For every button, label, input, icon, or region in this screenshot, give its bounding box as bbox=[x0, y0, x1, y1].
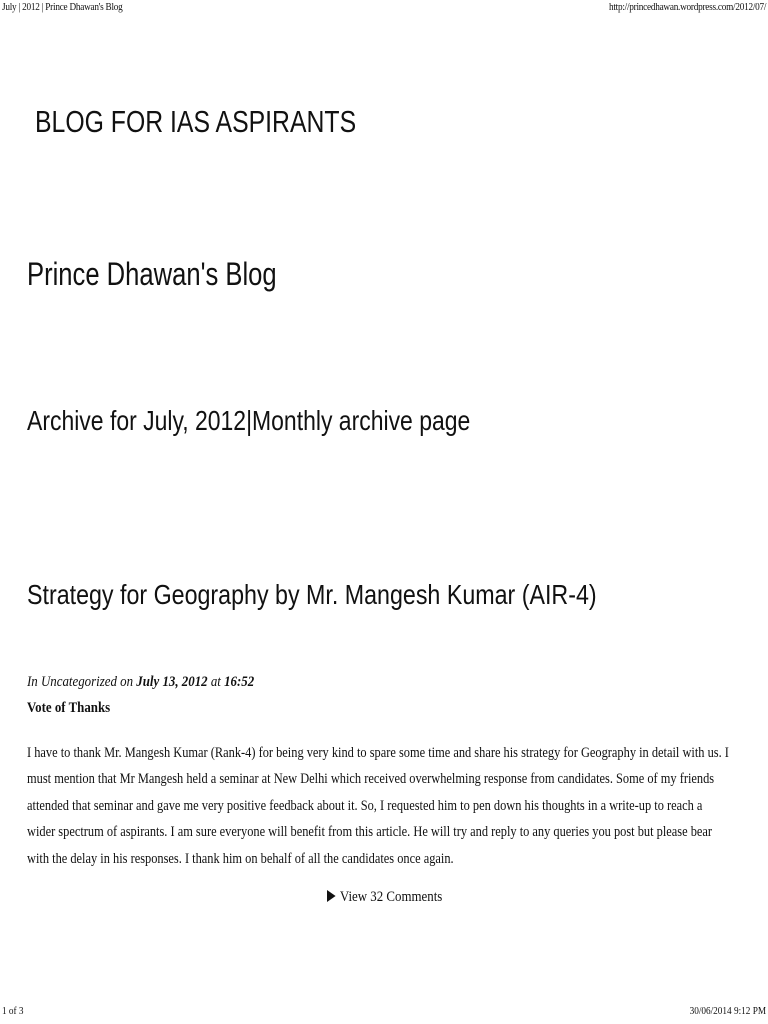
print-header-url: http://princedhawan.wordpress.com/2012/07/ bbox=[608, 1, 766, 13]
print-footer-page-count: 1 of 3 bbox=[2, 1005, 24, 1017]
post-body-line: wider spectrum of aspirants. I am sure everyone will benefit from this article. He will try and reply to any queries you post but please bear bbox=[27, 824, 713, 841]
post-meta bbox=[27, 674, 254, 691]
post-body-line: must mention that Mr Mangesh held a seminar at New Delhi which received overwhelming response from candidates. Some of my friends bbox=[27, 771, 715, 788]
view-comments-label: View 32 Comments bbox=[339, 889, 443, 905]
post-category-link[interactable]: Uncategorized bbox=[40, 674, 117, 690]
archive-title: Archive for July, 2012|Monthly archive page bbox=[27, 405, 471, 436]
post-body-line: with the delay in his responses. I thank him on behalf of all the candidates once again. bbox=[27, 850, 454, 867]
view-comments-toggle[interactable] bbox=[327, 889, 442, 906]
blog-tagline[interactable]: BLOG FOR IAS ASPIRANTS bbox=[35, 104, 357, 139]
meta-prefix: In bbox=[27, 674, 38, 690]
print-footer-timestamp: 30/06/2014 9:12 PM bbox=[689, 1005, 766, 1017]
post-title[interactable]: Strategy for Geography by Mr. Mangesh Kumar (AIR-4) bbox=[27, 579, 597, 610]
post-section-heading: Vote of Thanks bbox=[27, 700, 111, 716]
triangle-right-icon bbox=[327, 890, 336, 902]
post-date: July 13, 2012 bbox=[136, 674, 208, 690]
print-header-title: July | 2012 | Prince Dhawan's Blog bbox=[2, 1, 123, 13]
post-body-line: I have to thank Mr. Mangesh Kumar (Rank-4) for being very kind to spare some time and share his strategy for Geography in detail with us. I bbox=[27, 745, 729, 761]
meta-at: at bbox=[210, 674, 221, 690]
post-time: 16:52 bbox=[224, 674, 255, 690]
meta-on: on bbox=[120, 674, 134, 690]
blog-name[interactable]: Prince Dhawan's Blog bbox=[27, 256, 277, 292]
post-body-line: attended that seminar and gave me very positive feedback about it. So, I requested him to pen down his thoughts in a write-up to reach a bbox=[27, 797, 703, 814]
post-body bbox=[27, 740, 737, 872]
